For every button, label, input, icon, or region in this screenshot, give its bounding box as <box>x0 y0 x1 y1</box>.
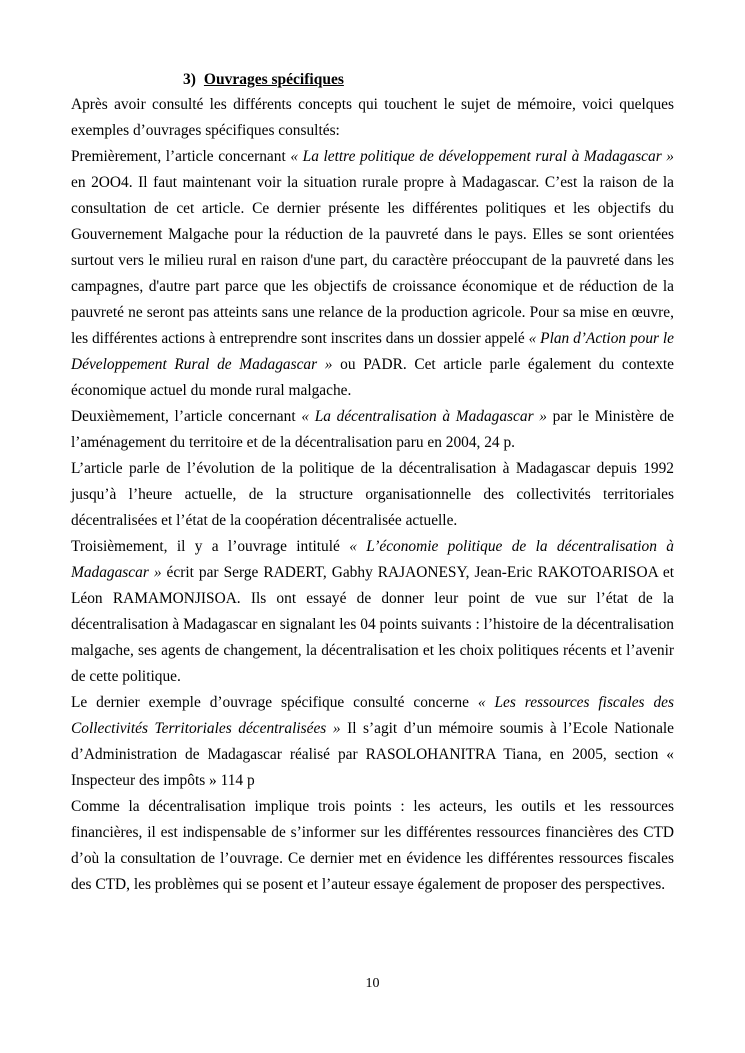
paragraph-premierement <box>71 144 674 404</box>
section-number: 3) <box>183 71 196 88</box>
page-number: 10 <box>365 976 380 991</box>
cited-title: « La décentralisation à Madagascar » <box>301 408 547 425</box>
cited-title: « Les ressources fiscales des Collectivités Territoriales décentralisées » <box>71 694 674 737</box>
text: Le dernier exemple d’ouvrage spécifique consulté concerne <box>71 694 478 711</box>
text: Premièrement, l’article concernant <box>71 148 291 165</box>
document-body <box>71 92 674 898</box>
text: ou PADR. Cet article parle également du contexte économique actuel du monde rural malgache. <box>71 356 674 399</box>
text: par le Ministère de l’aménagement du territoire et de la décentralisation paru en 2004, 24 p. <box>71 408 674 451</box>
text: Troisièmement, il y a l’ouvrage intitulé <box>71 538 350 555</box>
paragraph-intro <box>71 92 674 144</box>
cited-title: « Plan d’Action pour le Développement Rural de Madagascar » <box>71 330 674 373</box>
paragraph-deuxiemement <box>71 404 674 456</box>
cited-title: « La lettre politique de développement rural à Madagascar » <box>290 148 674 165</box>
text: Comme la décentralisation implique trois points : les acteurs, les outils et les ressources financières, il est indispensable de s’informer sur les différentes ressources financières des CTD d’où la consultation de l’ouvrage. Ce dernier met en évidence les différentes ressources fiscales des CTD, les problèmes qui se posent et l’auteur essaye également de proposer des perspectives. <box>71 798 674 893</box>
section-heading <box>183 70 344 90</box>
text: Il s’agit d’un mémoire soumis à l’Ecole Nationale d’Administration de Madagascar réalisé par RASOLOHANITRA Tiana, en 2005, section « Inspecteur des impôts » 114 p <box>71 720 675 789</box>
text: en 2OO4. Il faut maintenant voir la situation rurale propre à Madagascar. C’est la raison de la consultation de cet article. Ce dernier présente les différentes politiques et les objectifs du Gouvernement Malgache pour la réduction de la pauvreté dans le pays. Elles se sont orientées surtout vers le milieu rural en raison d'une part, du caractère préoccupant de la pauvreté dans les campagnes, d'autre part parce que les objectifs de croissance économique et de réduction de la pauvreté ne seront pas atteints sans une relance de la production agricole. Pour sa mise en œuvre, les différentes actions à entreprendre sont inscrites dans un dossier appelé <box>71 174 674 347</box>
text: L’article parle de l’évolution de la politique de la décentralisation à Madagascar depuis 1992 jusqu’à l’heure actuelle, de la structure organisationnelle des collectivités territoriales décentralisées et l’état de la coopération décentralisée actuelle. <box>71 460 674 529</box>
paragraph-dernier-exemple <box>71 690 674 794</box>
paragraph-article-evolution <box>71 456 674 534</box>
paragraph-troisiemement <box>71 534 674 690</box>
section-title: Ouvrages spécifiques <box>203 71 344 88</box>
cited-title: « L’économie politique de la décentralisation à Madagascar » <box>71 538 674 581</box>
text: Deuxièmement, l’article concernant <box>71 408 302 425</box>
paragraph-conclusion <box>71 794 674 898</box>
text: écrit par Serge RADERT, Gabhy RAJAONESY, Jean-Eric RAKOTOARISOA et Léon RAMAMONJISOA. Ils ont essayé de donner leur point de vue sur l’état de la décentralisation à Madagascar en signalant les 04 points suivants : l’histoire de la décentralisation malgache, ses agents de changement, la décentralisation et les choix politiques récents et l’avenir de cette politique. <box>71 564 674 685</box>
text: Après avoir consulté les différents concepts qui touchent le sujet de mémoire, voici quelques exemples d’ouvrages spécifiques consultés: <box>71 96 674 139</box>
